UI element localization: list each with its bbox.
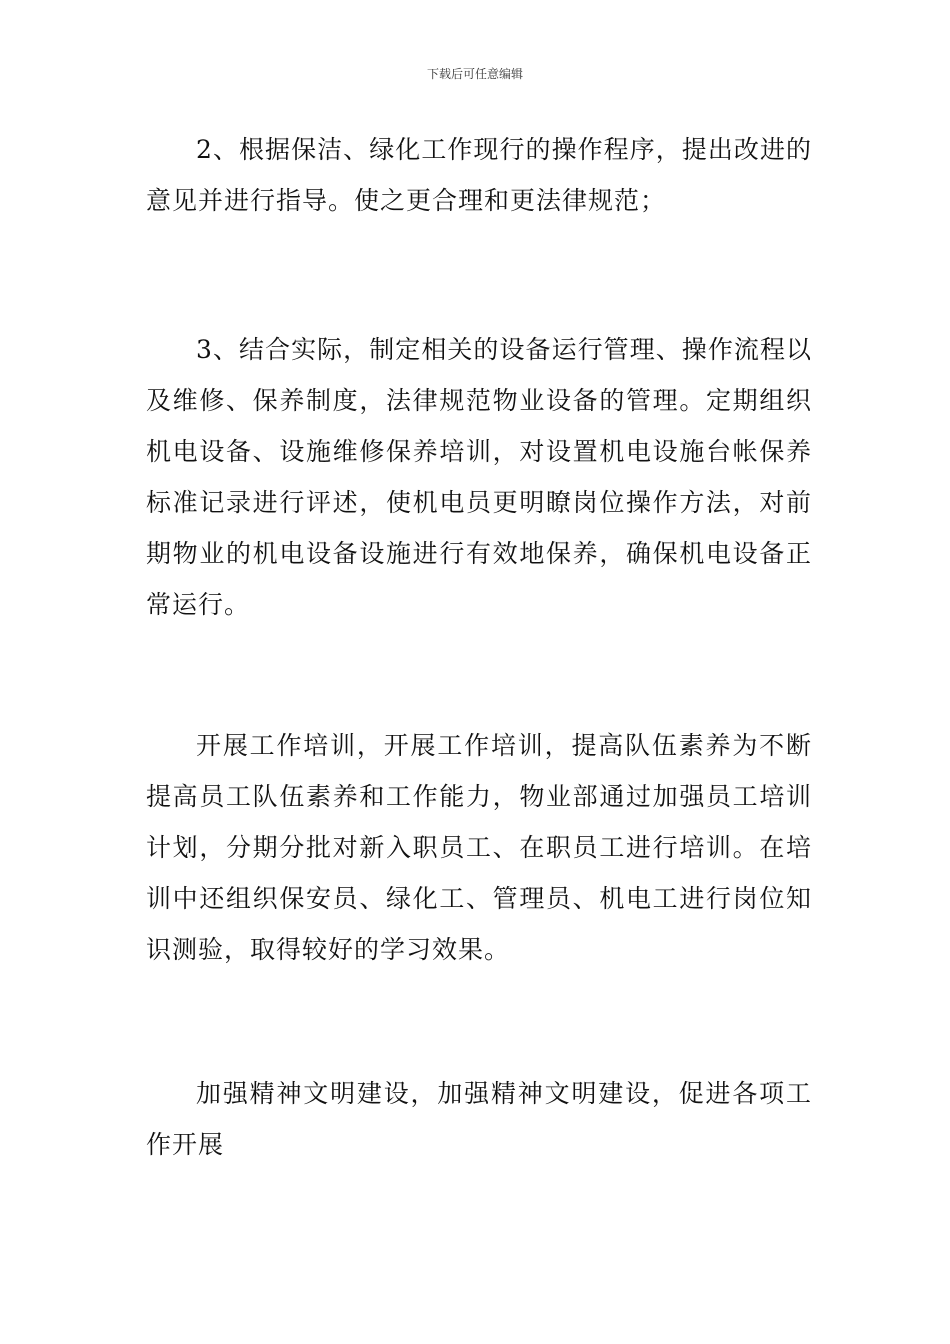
paragraph-equipment-management: 3、结合实际，制定相关的设备运行管理、操作流程以及维修、保养制度，法律规范物业设备的管理。定期组织机电设备、设施维修保养培训，对设置机电设施台帐保养标准记录进行评述，使机电员更明瞭岗位操作方法，对前期物业的机电设备设施进行有效地保养，确保机电设备正常运行。 — [146, 335, 812, 619]
paragraph-staff-training: 开展工作培训，开展工作培训，提高队伍素养为不断提高员工队伍素养和工作能力，物业部通过加强员工培训计划，分期分批对新入职员工、在职员工进行培训。在培训中还组织保安员、绿化工、管理员、机电工进行岗位知识测验，取得较好的学习效果。 — [146, 731, 812, 964]
paragraph-cleaning-greening: 2、根据保洁、绿化工作现行的操作程序，提出改进的意见并进行指导。使之更合理和更法律规范； — [146, 135, 812, 215]
page-header: 下载后可任意编辑 — [426, 67, 523, 81]
paragraph-spiritual-civilization: 加强精神文明建设，加强精神文明建设，促进各项工作开展 — [146, 1079, 812, 1159]
